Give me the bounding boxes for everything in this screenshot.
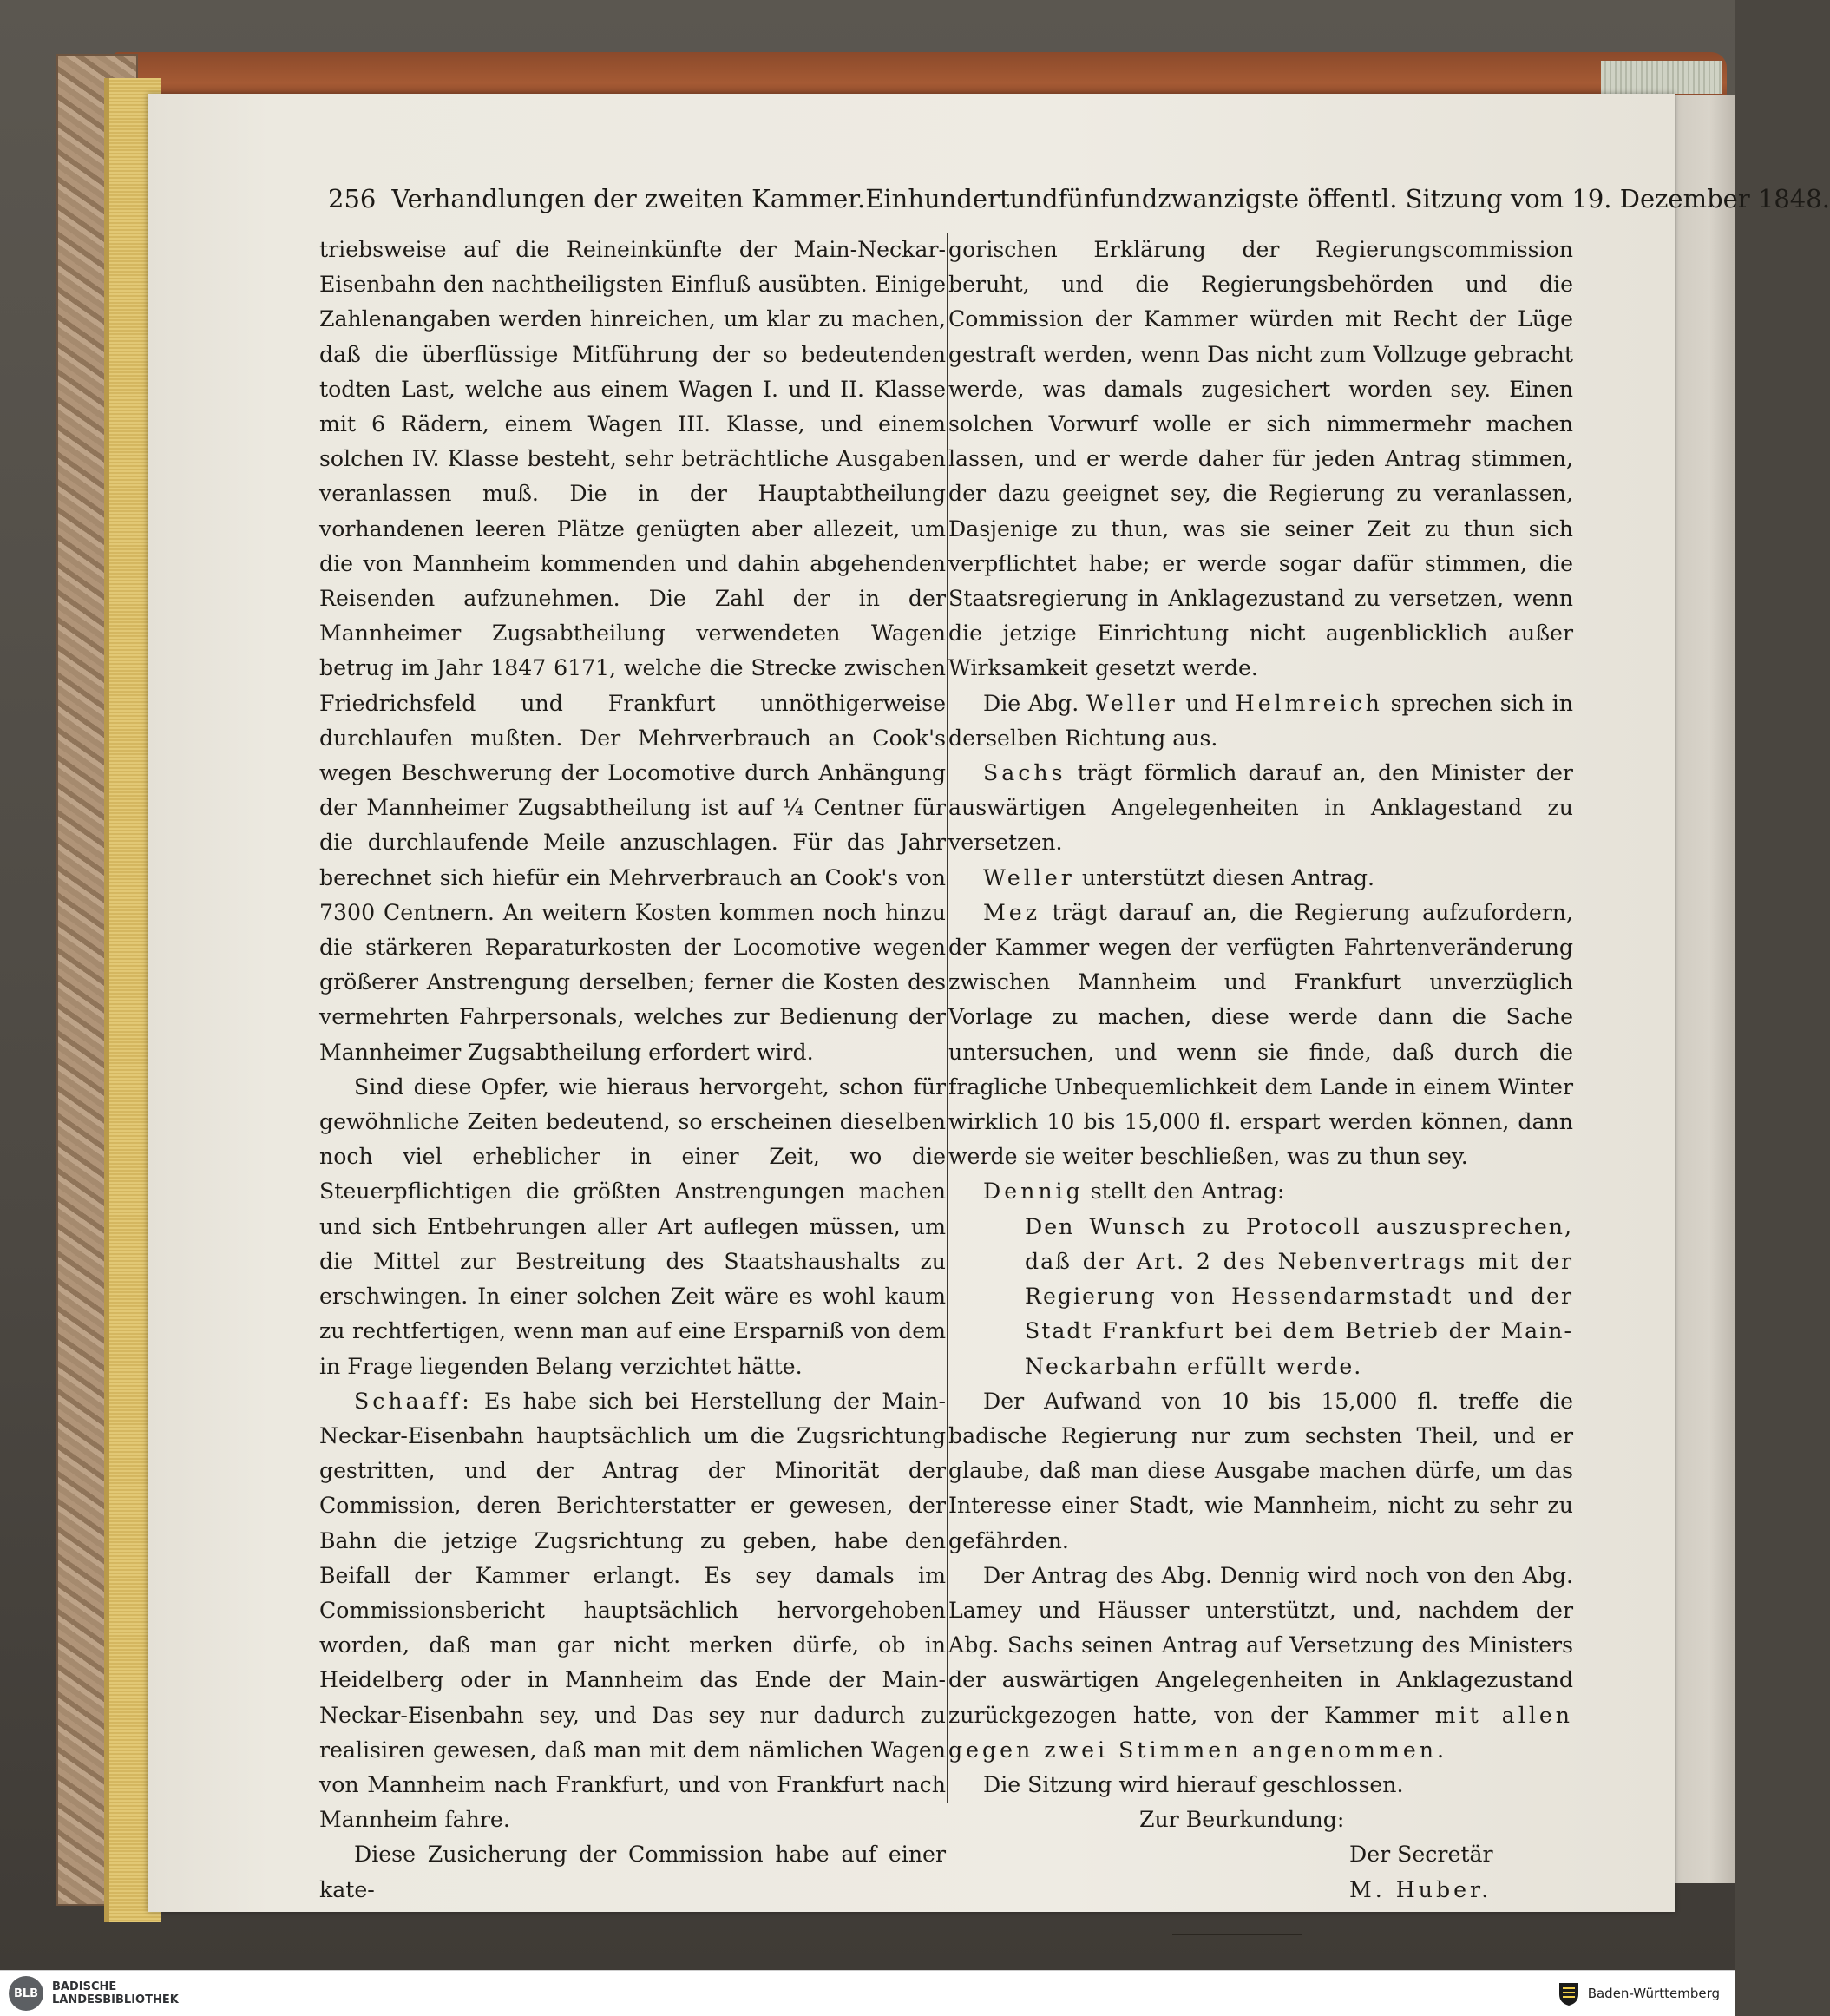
text-fragment: Der Antrag des Abg. Dennig wird noch von den Abg. Lamey und Häusser unterstützt, und, nachdem der Abg. Sachs seinen Antrag auf Versetzung des Ministers der auswärtigen Angelegenheiten in Anklagezustand zurückgezogen hatte, von der Kammer <box>948 1562 1573 1728</box>
right-paragraph-4 <box>948 861 1573 896</box>
right-paragraph-6 <box>948 1174 1573 1209</box>
motion-text: Den Wunsch zu Protocoll auszusprechen, daß der Art. 2 des Nebenvertrags mit der Regierung von Hessendarmstadt und der Stadt Frankfurt bei dem Betrieb der Main-Neckarbahn erfüllt werde. <box>1025 1213 1573 1379</box>
speech-text: Es habe sich bei Herstellung der Main-Neckar-Eisenbahn hauptsächlich um die Zugsrichtung gestritten, und der Antrag der Minorität der Commission, deren Berichterstatter er gewesen, der Bahn die jetzige Zugsrichtung zu geben, habe den Beifall der Kammer erlangt. Es sey damals im Commissionsbericht hauptsächlich hervorgehoben worden, daß man gar nicht merken dürfe, ob in Heidelberg oder in Mannheim das Ende der Main-Neckar-Eisenbahn sey, und Das sey nur dadurch zu realisiren gewesen, daß man mit dem nämlichen Wagen von Mannheim nach Frankfurt, und von Frankfurt nach Mannheim fahre. <box>319 1388 946 1833</box>
right-paragraph-8 <box>948 1559 1573 1768</box>
left-column <box>319 233 946 1902</box>
attestation: Zur Beurkundung: <box>1139 1807 1345 1833</box>
facing-page-edge <box>1670 95 1735 1883</box>
speaker-name: Weller <box>983 864 1075 890</box>
text-fragment: trägt förmlich darauf an, den Minister der auswärtigen Angelegenheiten in Anklagestand zu versetzen. <box>948 760 1573 856</box>
speaker-name: Mez <box>983 899 1040 925</box>
text-fragment: und <box>1185 690 1229 716</box>
text-fragment: trägt darauf an, die Regierung aufzufordern, der Kammer wegen der verfügten Fahrtenveränderung zwischen Mannheim und Frankfurt unverzüglich Vorlage zu machen, diese werde dann die Sache untersuchen, und wenn sie finde, daß durch die fragliche Unbequemlichkeit dem Lande in einem Winter wirklich 10 bis 15,000 fl. erspart werden können, dann werde sie weiter beschließen, was zu thun sey. <box>948 899 1573 1170</box>
header-title-left: Verhandlungen der zweiten Kammer. <box>391 184 866 213</box>
library-name-line2: LANDESBIBLIOTHEK <box>52 1993 179 2006</box>
text-fragment: stellt den Antrag: <box>1090 1179 1285 1205</box>
secretary-title: Der Secretär <box>1349 1842 1493 1868</box>
speaker-name: Dennig <box>983 1179 1084 1205</box>
library-name[interactable] <box>52 1980 179 2006</box>
library-name-line1: BADISCHE <box>52 1980 117 1993</box>
speaker-name: Weller <box>1086 690 1178 716</box>
blb-logo[interactable]: BLB <box>9 1976 43 2011</box>
left-paragraph-1: triebsweise auf die Reineinkünfte der Main-Neckar-Eisenbahn den nachtheiligsten Einfluß ausübten. Einige Zahlenangaben werden hinreichen, um klar zu machen, daß die überflüssige Mitführung der so bedeutenden todten Last, welche aus einem Wagen I. und II. Klasse mit 6 Rädern, einem Wagen III. Klasse, und einem solchen IV. Klasse besteht, sehr beträchtliche Ausgaben veranlassen muß. Die in der Hauptabtheilung vorhandenen leeren Plätze genügten aber allezeit, um die von Mannheim kommenden und dahin abgehenden Reisenden aufzunehmen. Die Zahl der in der Mannheimer Zugsabtheilung verwendeten Wagen betrug im Jahr 1847 6171, welche die Strecke zwischen Friedrichsfeld und Frankfurt unnöthigerweise durchlaufen mußten. Der Mehrverbrauch an Cook's wegen Beschwerung der Locomotive durch Anhängung der Mannheimer Zugsabtheilung ist auf ¼ Centner für die durchlaufende Meile anzuschlagen. Für das Jahr berechnet sich hiefür ein Mehrverbrauch an Cook's von 7300 Centnern. An weitern Kosten kommen noch hinzu die stärkeren Reparaturkosten der Locomotive wegen größerer Anstrengung derselben; ferner die Kosten des vermehrten Fahrpersonals, welches zur Bedienung der Mannheimer Zugsabtheilung erfordert wird. <box>319 237 946 1065</box>
left-paragraph-2: Sind diese Opfer, wie hieraus hervorgeht, schon für gewöhnliche Zeiten bedeutend, so erscheinen dieselben noch viel erheblicher in einer Zeit, wo die Steuerpflichtigen die größten Anstrengungen machen und sich Entbehrungen aller Art auflegen müssen, um die Mittel zur Bestreitung des Staatshaushalts zu erschwingen. In einer solchen Zeit wäre es wohl kaum zu rechtfertigen, wenn man auf eine Ersparniß von dem in Frage liegenden Belang verzichtet hätte. <box>319 1074 946 1379</box>
viewer-footer <box>0 1970 1735 2016</box>
page-number: 256 <box>328 184 377 213</box>
right-paragraph-7: Der Aufwand von 10 bis 15,000 fl. treffe die badische Regierung nur zum sechsten Theil, und er glaube, daß man diese Ausgabe machen dürfe, um das Interesse einer Stadt, wie Mannheim, nicht zu sehr zu gefährden. <box>948 1388 1573 1553</box>
partner-logo[interactable] <box>1557 1971 1720 2016</box>
running-header <box>328 184 1830 222</box>
right-paragraph-2 <box>948 686 1573 756</box>
coat-of-arms-icon <box>1557 1980 1581 2006</box>
right-column <box>948 233 1574 1902</box>
speaker-name: Schaaff: <box>354 1388 473 1414</box>
speaker-name: Sachs <box>983 760 1066 786</box>
left-paragraph-3 <box>319 1384 946 1838</box>
page-edge-strip <box>1601 61 1722 94</box>
right-paragraph-1: gorischen Erklärung der Regierungscommission beruht, und die Regierungsbehörden und die Commission der Kammer würden mit Recht der Lüge gestraft werden, wenn Das nicht zum Vollzuge gebracht werde, was damals zugesichert worden sey. Einen solchen Vorwurf wolle er sich nimmermehr machen lassen, und er werde daher für jeden Antrag stimmen, der dazu geeignet sey, die Regierung zu veranlassen, Dasjenige zu thun, was sie seiner Zeit zu thun sich verpflichtet habe; er werde sogar dafür stimmen, die Staatsregierung in Anklagezustand zu versetzen, wenn die jetzige Einrichtung nicht augenblicklich außer Wirksamkeit gesetzt werde. <box>948 237 1573 681</box>
closing-rule <box>1172 1934 1302 1935</box>
right-paragraph-5 <box>948 896 1573 1175</box>
text-fragment: Die Abg. <box>983 690 1079 716</box>
secretary-name: M. Huber. <box>1349 1876 1492 1902</box>
partner-name: Baden-Württemberg <box>1587 1986 1720 2001</box>
speaker-name: Helmreich <box>1235 690 1383 716</box>
left-paragraph-4: Diese Zusicherung der Commission habe auf einer kate- <box>319 1842 946 1902</box>
text-fragment: sprechen sich in derselben Richtung aus. <box>948 690 1573 751</box>
text-fragment: unterstützt diesen Antrag. <box>1081 864 1374 890</box>
header-title-right: Einhundertundfünfundzwanzigste öffentl. Sitzung vom 19. Dezember 1848. <box>865 184 1830 213</box>
right-paragraph-9: Die Sitzung wird hierauf geschlossen. <box>983 1771 1404 1797</box>
vote-result: mit allen gegen zwei Stimmen angenommen. <box>948 1702 1574 1763</box>
right-paragraph-3 <box>948 756 1573 861</box>
